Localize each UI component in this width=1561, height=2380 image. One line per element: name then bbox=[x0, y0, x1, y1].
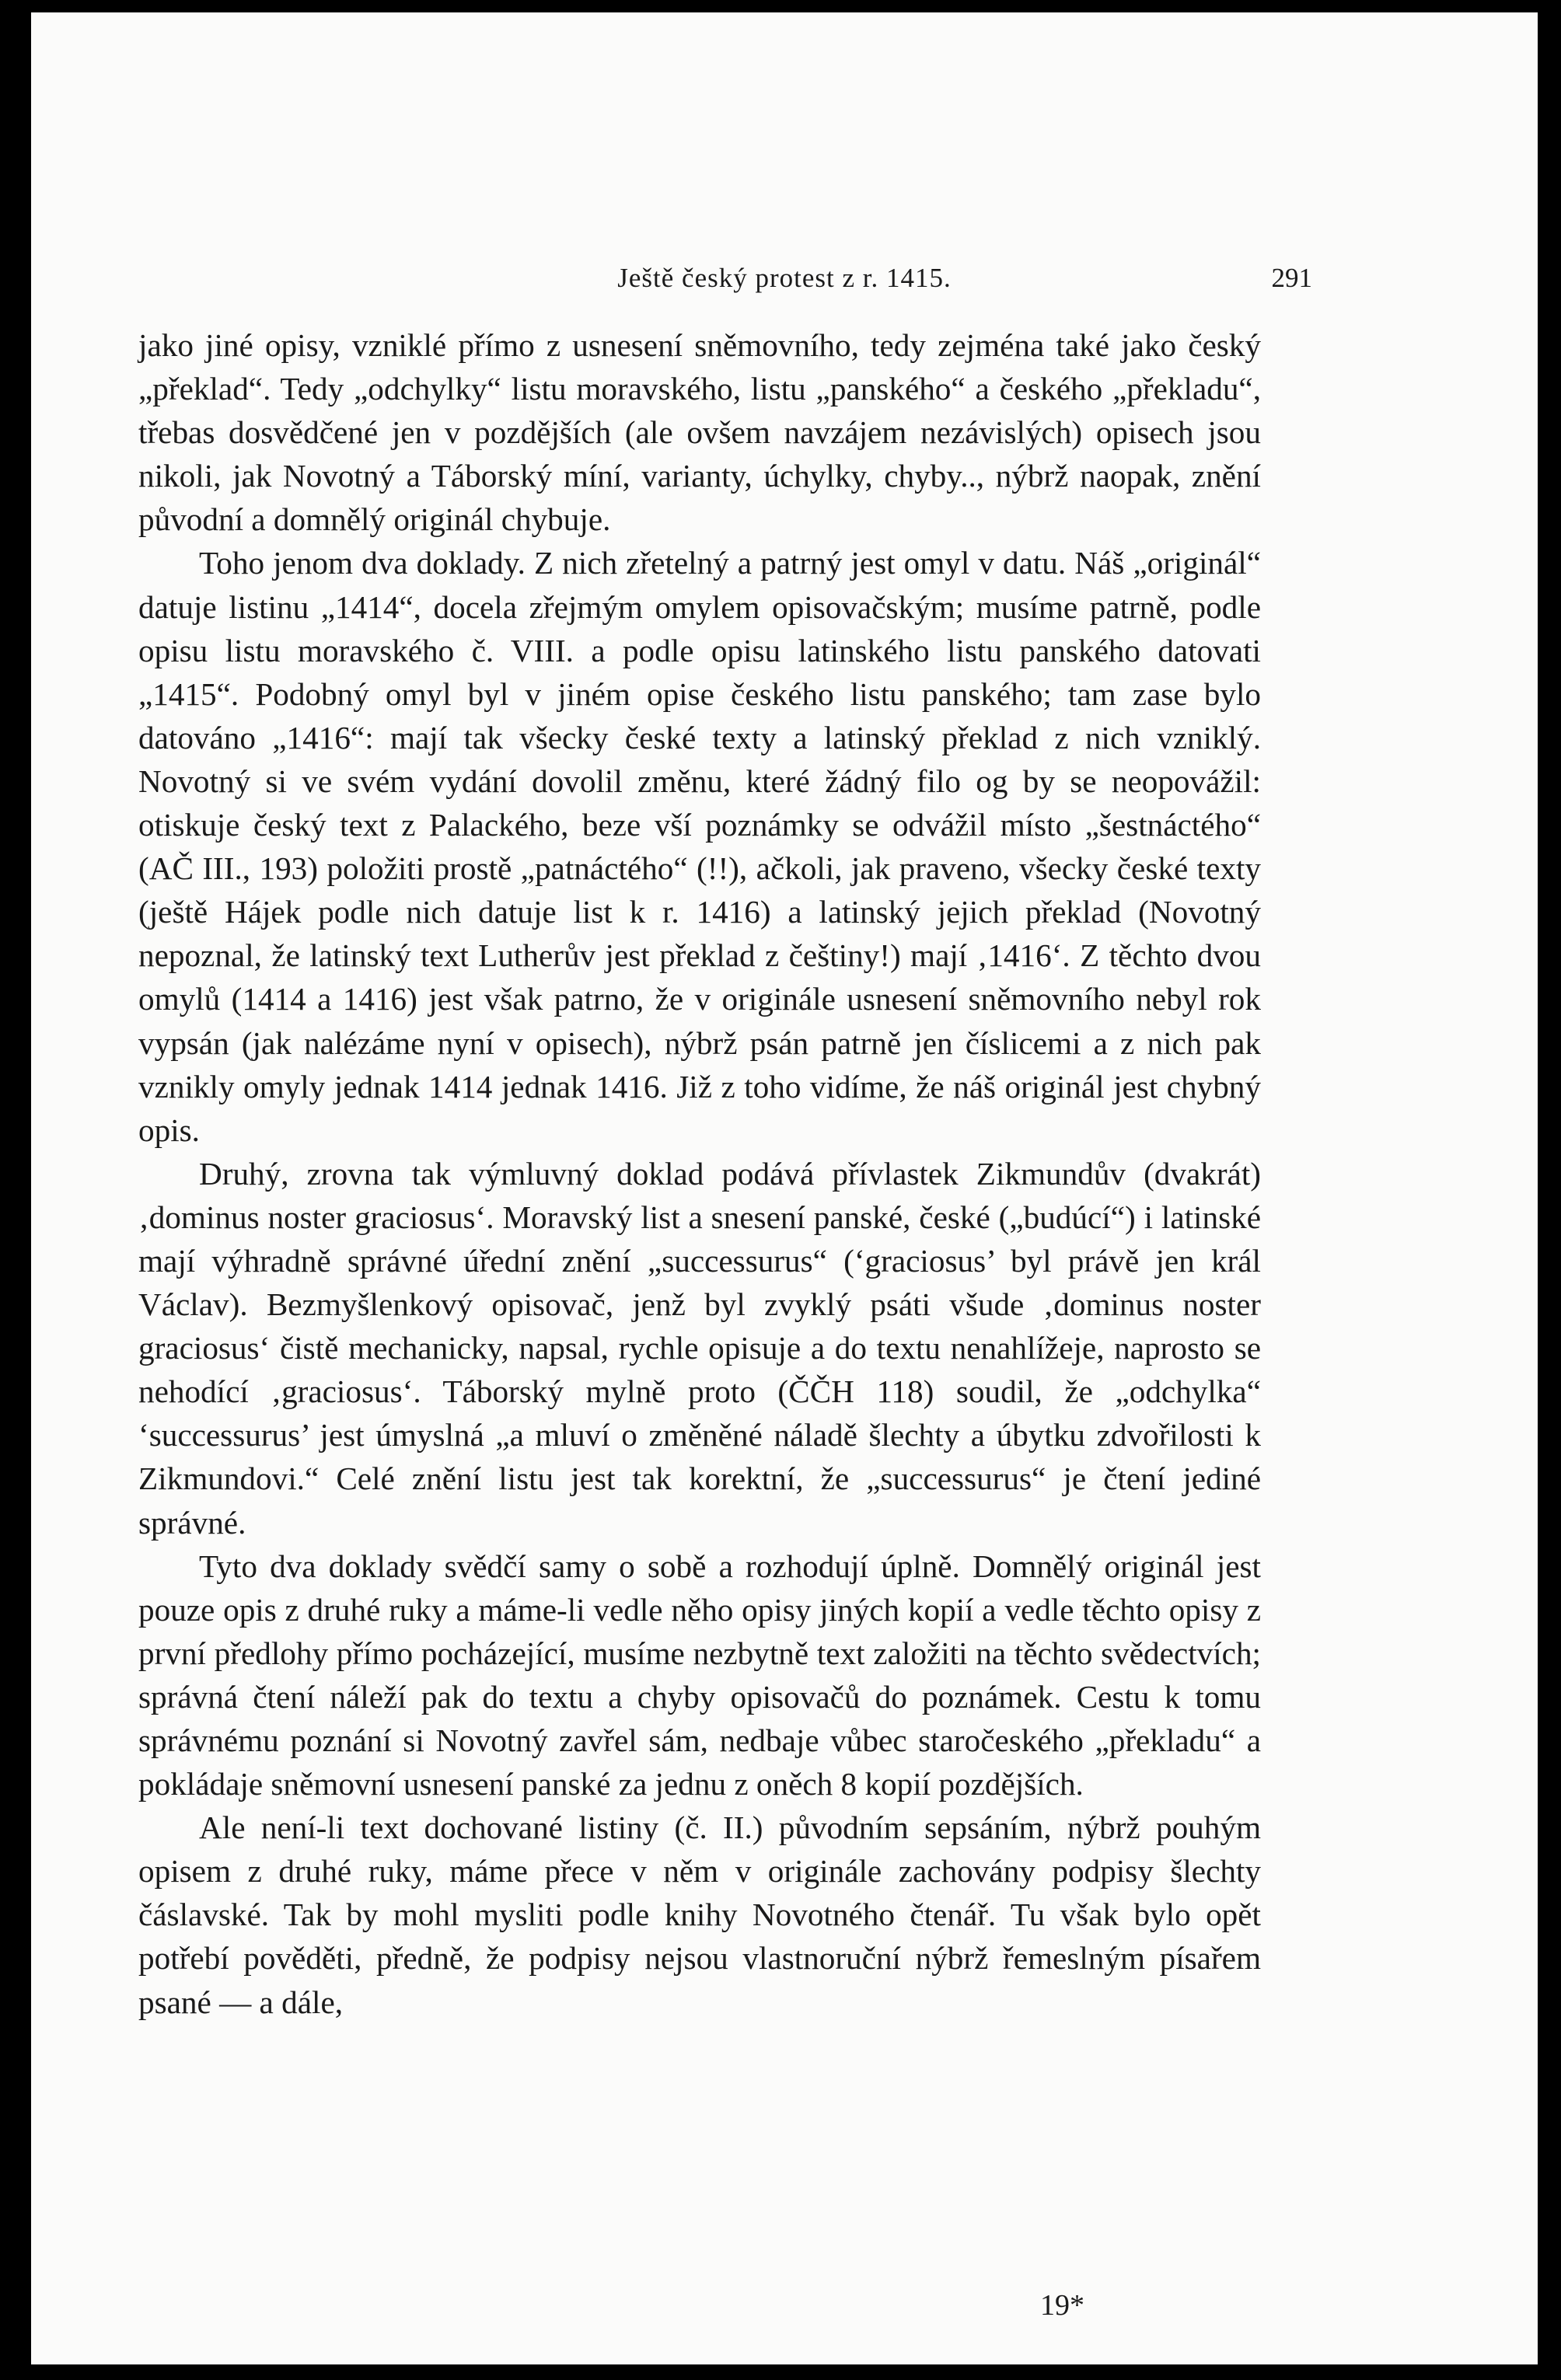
page-number: 291 bbox=[1271, 263, 1312, 293]
book-page bbox=[31, 12, 1538, 2364]
running-title: Ještě český protest z r. 1415. bbox=[617, 263, 952, 293]
paragraph-5: Ale není-li text dochované listiny (č. II.) původním sepsáním, nýbrž pouhým opisem z druhé ruky, máme přece v něm v originále zachovány podpisy šlechty čáslavské. Tak by mohl mysliti podle knihy Novotného čtenář. Tu však bylo opět potřebí pověděti, předně, že podpisy nejsou vlastnoruční nýbrž řemeslným písařem psané — a dále, bbox=[138, 1809, 1261, 2020]
body-text bbox=[138, 323, 1261, 2024]
paragraph-3: Druhý, zrovna tak výmluvný doklad podává přívlastek Zikmundův (dvakrát) ‚dominus noster graciosus‘. Moravský list a snesení panské, české („budúcí“) i latinské mají výhradně správné úřední znění „successurus“ (‘graciosus’ byl právě jen král Václav). Bezmyšlenkový opisovač, jenž byl zvyklý psáti všude ‚dominus noster graciosus‘ čistě mechanicky, napsal, rychle opisuje a do textu nenahlížeje, naprosto se nehodící ‚graciosus‘. Táborský mylně proto (ČČH 118) soudil, že „odchylka“ ‘successurus’ jest úmyslná „a mluví o změněné náladě šlechty a úbytku zdvořilosti k Zikmundovi.“ Celé znění listu jest tak korektní, že „successurus“ je čtení jediné správné. bbox=[138, 1155, 1261, 1541]
running-head bbox=[31, 263, 1538, 302]
signature-mark: 19* bbox=[1040, 2289, 1084, 2322]
paragraph-4: Tyto dva doklady svědčí samy o sobě a rozhodují úplně. Domnělý originál jest pouze opis z druhé ruky a máme-li vedle něho opisy jiných kopií a vedle těchto opisy z první předlohy přímo pocházející, musíme nezbytně text založiti na těchto svědectvích; správná čtení náleží pak do textu a chyby opisovačů do poznámek. Cestu k tomu správnému poznání si Novotný zavřel sám, nedbaje vůbec staročeského „překladu“ a pokládaje sněmovní usnesení panské za jednu z oněch 8 kopií pozdějších. bbox=[138, 1548, 1261, 1802]
paragraph-2: Toho jenom dva doklady. Z nich zřetelný a patrný jest omyl v datu. Náš „originál“ datuje listinu „1414“, docela zřejmým omylem opisovačským; musíme patrně, podle opisu listu moravského č. VIII. a podle opisu latinského listu panského datovati „1415“. Podobný omyl byl v jiném opise českého listu panského; tam zase bylo datováno „1416“: mají tak všecky české texty a latinský překlad z nich vzniklý. Novotný si ve svém vydání dovolil změnu, které žádný filo og by se neopovážil: otiskuje český text z Palackého, beze vší poznámky se odvážil místo „šestnáctého“ (AČ III., 193) položiti prostě „patnáctého“ (!!), ačkoli, jak praveno, všecky české texty (ještě Hájek podle nich datuje list k r. 1416) a latinský jejich překlad (Novotný nepoznal, že latinský text Lutherův jest překlad z češtiny!) mají ‚1416‘. Z těchto dvou omylů (1414 a 1416) jest však patrno, že v originále usnesení sněmovního nebyl rok vypsán (jak nalézáme nyní v opisech), nýbrž psán patrně jen číslicemi a z nich pak vznikly omyly jednak 1414 jednak 1416. Již z toho vidíme, že náš originál jest chybný opis. bbox=[138, 545, 1261, 1148]
paragraph-1: jako jiné opisy, vzniklé přímo z usnesení sněmovního, tedy zejména také jako český „překlad“. Tedy „odchylky“ listu moravského, listu „panského“ a českého „překladu“, třebas dosvědčené jen v pozdějších (ale ovšem navzájem nezávislých) opisech jsou nikoli, jak Novotný a Táborský míní, varianty, úchylky, chyby.., nýbrž naopak, znění původní a domnělý originál chybuje. bbox=[138, 327, 1261, 538]
